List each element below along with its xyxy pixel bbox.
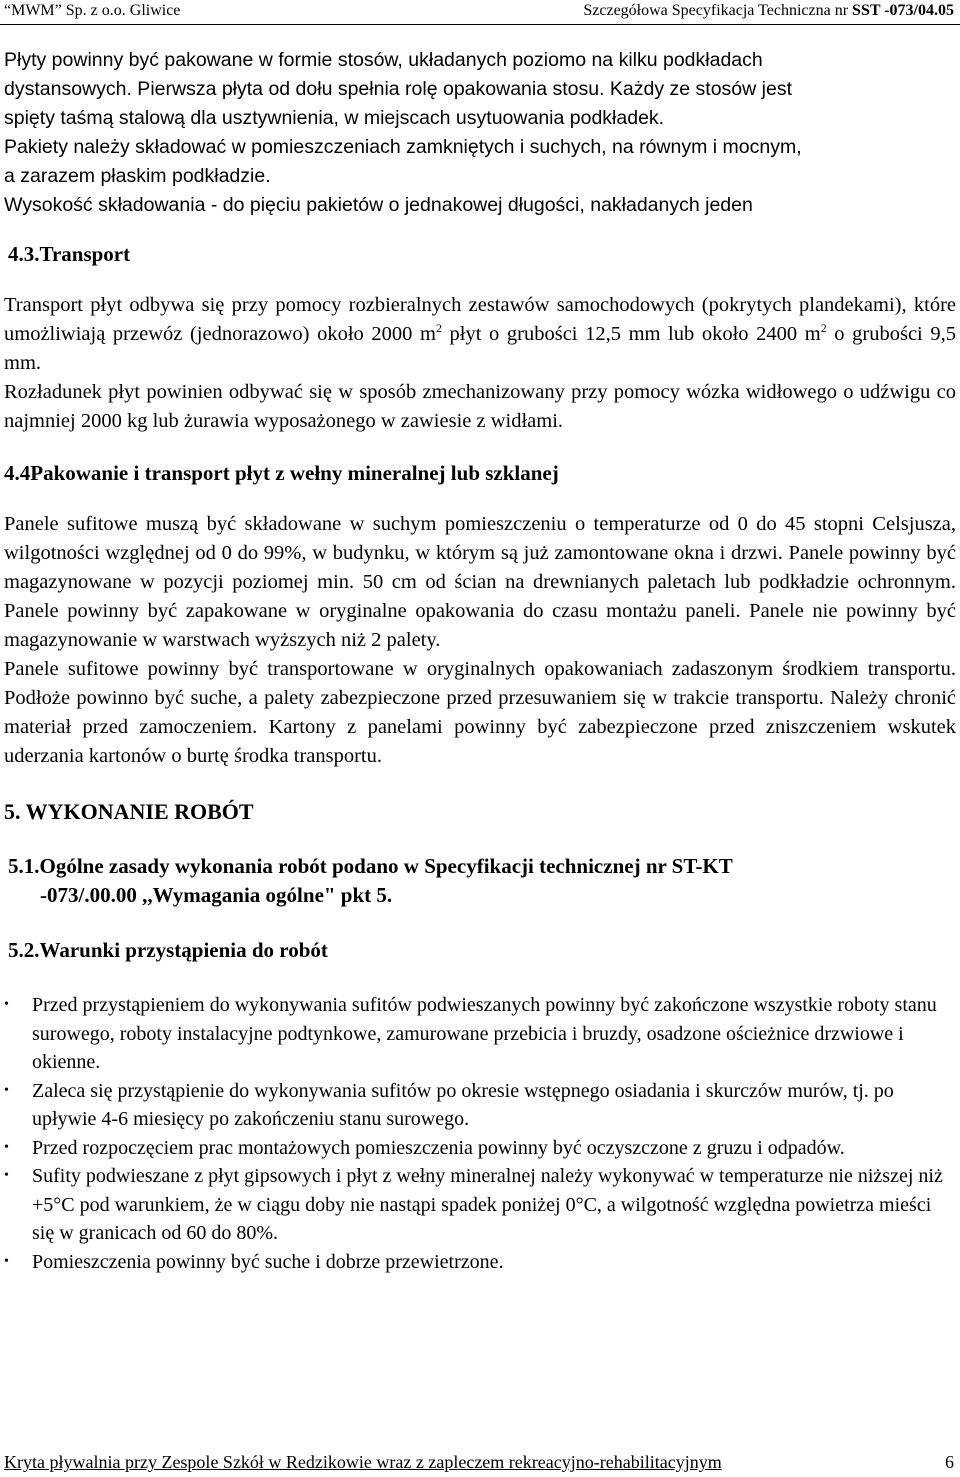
list-item	[4, 1134, 956, 1163]
bullet-icon: •	[4, 997, 9, 1012]
transport-section	[4, 291, 956, 436]
intro-line: Pakiety należy składować w pomieszczeniach zamkniętych i suchych, na równym i mocnym,	[4, 136, 802, 158]
header-spec-prefix: Szczegółowa Specyfikacja Techniczna nr	[583, 2, 853, 19]
list-item-text: Zaleca się przystąpienie do wykonywania sufitów po okresie wstępnego osiadania i skurczów murów, tj. po upływie 4-6 miesięcy po zakończeniu stanu surowego.	[32, 1079, 894, 1130]
transport-text: o grubości 9,5 mm.	[4, 323, 956, 374]
transport-text: płyt o grubości 12,5 mm lub około 2400 m	[441, 323, 821, 345]
bullet-icon: •	[4, 1139, 9, 1155]
page-header	[0, 0, 960, 30]
bullet-icon: •	[4, 1253, 9, 1269]
bullet-icon: •	[4, 1082, 9, 1098]
transport-paragraph	[4, 291, 956, 378]
intro-line: spięty taśmą stalową dla usztywnienia, w miejscach usytuowania podkładek.	[4, 107, 665, 129]
list-item	[4, 1077, 956, 1134]
intro-line: Płyty powinny być pakowane w formie stosów, układanych poziomo na kilku podkładach	[4, 49, 763, 71]
general-rules-line: -073/.00.00 ,,Wymagania ogólne" pkt 5.	[40, 883, 393, 907]
header-spec-number: SST -073/04.05	[852, 2, 954, 19]
storage-paragraph: Panele sufitowe muszą być składowane w suchym pomieszczeniu o temperaturze od 0 do 45 stopni Celsjusza, wilgotności względnej od 0 do 99%, w budynku, w którym są już zamontowane okna i drzwi. Panele powinny być magazynowane w pozycji poziomej min. 50 cm od ścian na drewnianych paletach lub podkładzie ochronnym. Panele powinny być zapakowane w oryginalne opakowania do czasu montażu paneli. Panele nie powinny być magazynowanie w warstwach wyższych niż 2 palety.	[4, 513, 956, 651]
superscript: 2	[435, 321, 442, 336]
header-rule	[0, 24, 960, 25]
list-item-text: Przed rozpoczęciem prac montażowych pomieszczenia powinny być oczyszczone z gruzu i odpadów.	[32, 1136, 845, 1159]
general-rules-line: 5.1.Ogólne zasady wykonania robót podano w Specyfikacji technicznej nr ST-KT	[8, 854, 733, 878]
panel-transport-paragraph: Panele sufitowe powinny być transportowane w oryginalnych opakowaniach zadaszonym środkiem transportu. Podłoże powinno być suche, a palety zabezpieczone przed przesuwaniem się w trakcie transportu. Należy chronić materiał przed zamoczeniem. Kartony z panelami powinny być zabezpieczone przed zniszczeniem wskutek uderzania kartonów o burtę środka transportu.	[4, 658, 956, 767]
list-item-text: Przed przystąpieniem do wykonywania sufitów podwieszanych powinny być zakończone wszystkie roboty stanu surowego, roboty instalacyjne podtynkowe, zamurowane przebicia i bruzdy, osadzone ościeżnice drzwiowe i okienne.	[32, 994, 937, 1073]
page-content	[4, 46, 956, 1276]
bullet-icon: •	[4, 1168, 9, 1183]
packing-section	[4, 510, 956, 771]
list-item	[4, 1162, 956, 1248]
section-heading-packing: 4.4Pakowanie i transport płyt z wełny mineralnej lub szklanej	[4, 461, 559, 485]
page-footer	[0, 1452, 960, 1477]
header-company: “MWM” Sp. z o.o. Gliwice	[4, 2, 181, 19]
intro-line: Wysokość składowania - do pięciu pakietów o jednakowej długości, nakładanych jeden	[4, 194, 753, 216]
section-heading-execution: 5. WYKONANIE ROBÓT	[4, 799, 254, 824]
section-heading-transport: 4.3.Transport	[8, 242, 131, 266]
intro-paragraph	[4, 46, 956, 220]
intro-line: dystansowych. Pierwsza płyta od dołu spełnia rolę opakowania stosu. Każdy ze stosów jest	[4, 78, 792, 100]
footer-project-title: Kryta pływalnia przy Zespole Szkół w Redzikowie wraz z zapleczem rekreacyjno-rehabilitacyjnym	[4, 1452, 722, 1472]
subsection-heading-general-rules	[4, 852, 956, 910]
subsection-heading-conditions: 5.2.Warunki przystąpienia do robót	[8, 938, 328, 962]
intro-line: a zarazem płaskim podkładzie.	[4, 165, 271, 187]
header-spec	[583, 2, 954, 20]
unloading-paragraph: Rozładunek płyt powinien odbywać się w sposób zmechanizowany przy pomocy wózka widłowego o udźwigu co najmniej 2000 kg lub żurawia wyposażonego w zawiesie z widłami.	[4, 381, 956, 432]
page-number: 6	[945, 1452, 954, 1472]
list-item-text: Sufity podwieszane z płyt gipsowych i płyt z wełny mineralnej należy wykonywać w temperaturze nie niższej niż +5°C pod warunkiem, że w ciągu doby nie nastąpi spadek poniżej 0°C, a wilgotność względna powietrza mieści się w granicach od 60 do 80%.	[32, 1165, 943, 1244]
list-item-text: Pomieszczenia powinny być suche i dobrze przewietrzone.	[32, 1250, 504, 1273]
list-item	[4, 991, 956, 1077]
superscript: 2	[820, 321, 827, 336]
conditions-list	[4, 991, 956, 1276]
transport-text: Transport płyt odbywa się przy pomocy rozbieralnych zestawów samochodowych (pokrytych plandekami), które umożliwiają przewóz (jednorazowo) około 2000 m	[4, 294, 956, 345]
list-item	[4, 1248, 956, 1277]
